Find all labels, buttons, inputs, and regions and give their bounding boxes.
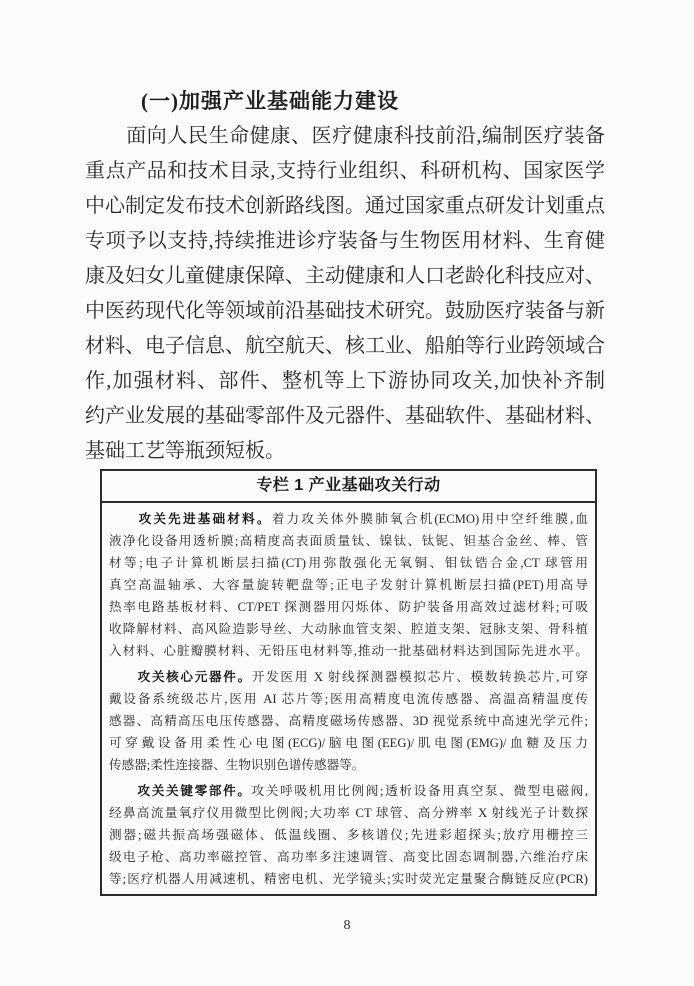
text-line: 约产业发展的基础零部件及元器件、基础软件、基础材料、 bbox=[85, 405, 605, 427]
box-paragraph bbox=[109, 780, 588, 890]
paragraph-lead: 攻关先进基础材料。 bbox=[138, 512, 272, 526]
box-content bbox=[102, 503, 595, 896]
paragraph-lead: 攻关核心元器件。 bbox=[137, 670, 252, 684]
text-line: 传感器;柔性连接器、生物识别色谱传感器等。 bbox=[109, 758, 365, 772]
text-line: 收降解材料、高风险造影导丝、大动脉血管支架、腔道支架、冠脉支架、骨科植 bbox=[109, 622, 588, 636]
text-line: 基础工艺等瓶颈短板。 bbox=[85, 440, 285, 462]
text-line: 材等;电子计算机断层扫描(CT)用弥散强化无氧铜、钼钛锆合金,CT 球管用 bbox=[109, 556, 588, 570]
text-line: 可穿戴设备用柔性心电图(ECG)/脑电图(EEG)/肌电图(EMG)/血糖及压力 bbox=[109, 736, 588, 750]
text-line: 感器、高精高压电压传感器、高精度磁场传感器、3D 视觉系统中高速光学元件; bbox=[109, 714, 588, 728]
text-line: 热率电路基板材料、CT/PET 探测器用闪烁体、防护装备用高效过滤材料;可吸 bbox=[109, 600, 588, 614]
paragraph-lead: 攻关关键零部件。 bbox=[137, 784, 252, 798]
body-paragraph bbox=[85, 119, 605, 469]
text-line: 测器;磁共振高场强磁体、低温线圈、多核谱仪;先进彩超探头;放疗用栅控三 bbox=[109, 828, 588, 842]
page-body-text bbox=[85, 84, 605, 469]
text-line: 中心制定发布技术创新路线图。通过国家重点研发计划重点 bbox=[85, 195, 605, 217]
text-line: 攻关先进基础材料。着力攻关体外膜肺氧合机(ECMO)用中空纤维膜,血 bbox=[138, 512, 588, 526]
box-paragraph bbox=[109, 508, 588, 662]
text-line: 康及妇女儿童健康保障、主动健康和人口老龄化科技应对、 bbox=[85, 265, 605, 287]
text-line: 面向人民生命健康、医疗健康科技前沿,编制医疗装备 bbox=[126, 125, 605, 147]
box-paragraph bbox=[109, 666, 588, 776]
text-line: 作,加强材料、部件、整机等上下游协同攻关,加快补齐制 bbox=[85, 370, 605, 392]
text-line: 材料、电子信息、航空航天、核工业、船舶等行业跨领域合 bbox=[85, 335, 605, 357]
section-heading: (一)加强产业基础能力建设 bbox=[141, 89, 399, 113]
text-line: 攻关关键零部件。攻关呼吸机用比例阀;透析设备用真空泵、微型电磁阀, bbox=[137, 784, 588, 798]
text-line: 级电子枪、高功率磁控管、高功率多注速调管、高变比固态调制器,六维治疗床 bbox=[109, 850, 588, 864]
text-line: 专项予以支持,持续推进诊疗装备与生物医用材料、生育健 bbox=[85, 230, 605, 252]
text-line: 戴设备系统级芯片,医用 AI 芯片等;医用高精度电流传感器、高温高精温度传 bbox=[109, 692, 588, 706]
text-line: 入材料、心脏瓣膜材料、无铅压电材料等,推动一批基础材料达到国际先进水平。 bbox=[109, 644, 588, 658]
text-line: 重点产品和技术目录,支持行业组织、科研机构、国家医学 bbox=[85, 160, 605, 182]
text-line: 经鼻高流量氧疗仪用微型比例阀;大功率 CT 球管、高分辨率 X 射线光子计数探 bbox=[109, 806, 588, 820]
page-number: 8 bbox=[343, 918, 351, 933]
text-line: 等;医疗机器人用减速机、精密电机、光学镜头;实时荧光定量聚合酶链反应(PCR) bbox=[109, 872, 588, 886]
text-line: 液净化设备用透析膜;高精度高表面质量钛、镍钛、钛铌、钽基合金丝、棒、管 bbox=[109, 534, 588, 548]
text-line: 真空高温轴承、大容量旋转靶盘等;正电子发射计算机断层扫描(PET)用高导 bbox=[109, 578, 588, 592]
text-line: 中医药现代化等领域前沿基础技术研究。鼓励医疗装备与新 bbox=[85, 300, 605, 322]
box-title: 专栏 1 产业基础攻关行动 bbox=[102, 471, 595, 503]
special-column-box bbox=[100, 469, 597, 896]
text-line: 攻关核心元器件。开发医用 X 射线探测器模拟芯片、模数转换芯片,可穿 bbox=[137, 670, 588, 684]
